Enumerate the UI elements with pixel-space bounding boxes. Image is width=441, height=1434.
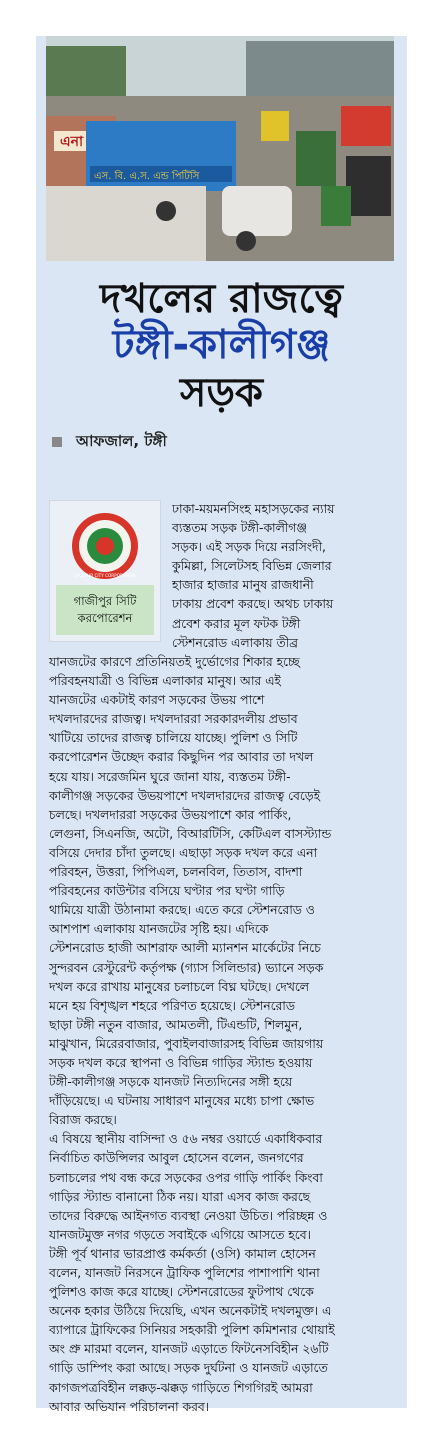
- article-line: হয়ে যায়। সরেজমিন ঘুরে জানা যায়, ব্যস্ততম টঙ্গী-: [49, 769, 291, 784]
- article-line: করপোরেশন উচ্ছেদ করার কিছুদিন পর আবার তা দখল: [49, 750, 314, 765]
- article-line: লেগুনা, সিএনজি, অটো, বিআরটিসি, কেটিএল বাসস্ট্যান্ড: [49, 826, 332, 841]
- shop-sign-ena: এনা: [60, 134, 84, 150]
- article-line: হাজার হাজার মানুষ রাজধানী: [172, 578, 314, 593]
- article-line: দাঁড়িয়েছে। এ ঘটনায় সাধারণ মানুষের মধ্যে চাপা ক্ষোভ: [49, 1094, 315, 1109]
- article-line: সুন্দরবন রেস্টুরেন্ট কর্তৃপক্ষ (গ্যাস সিলিন্ডার) ভ্যানে সড়ক: [49, 960, 324, 975]
- article-line: আবার অভিযান পরিচালনা করব।: [49, 1399, 210, 1414]
- article-line: টঙ্গী পূর্ব থানার ভারপ্রাপ্ত কর্মকর্তা (ওসি) কামাল হোসেন: [49, 1246, 316, 1261]
- article-line: দখলদারদের রাজত্ব। দখলদাররা সরকারদলীয় প্রভাব: [49, 712, 298, 727]
- article-line: মনে হয় বিশৃঙ্খল শহরে পরিণত হয়েছে। স্টেশনরোড: [49, 998, 295, 1013]
- article-line: তাদের বিরুদ্ধে আইনগত ব্যবস্থা নেওয়া উচিত। পরিচ্ছন্ন ও: [49, 1208, 328, 1223]
- emblem-text: GAZIPUR CITY CORPORATION: [74, 573, 136, 578]
- article-line: কাগজপত্রবিহীন লক্কড়-ঝক্কড় গাড়িতে শিগগিরই আমরা: [49, 1380, 313, 1395]
- article-line: চলাচলের পথ বন্ধ করে সড়কের ওপর গাড়ি পার্কিং কিংবা: [49, 1170, 323, 1185]
- headline-line-3: সড়ক: [180, 370, 263, 416]
- headline-line-1: দখলের রাজত্বে: [99, 276, 343, 322]
- article-line: অনেক হকার উঠিয়ে দিয়েছি, এখন অনেকটাই দখলমুক্ত। এ: [49, 1304, 332, 1319]
- article-line: চলছে। দখলদাররা সড়কের উভয়পাশে কার পার্কিং,: [49, 807, 292, 822]
- article-line: পরিবহন, উত্তরা, পিপিএল, চলনবিল, তিতাস, বাদশা: [49, 865, 303, 880]
- article-line: থামিয়ে যাত্রী উঠানামা করছে। এতে করে স্টেশনরোড ও: [49, 903, 315, 918]
- article-line: ব্যাপারে ট্রাফিকের সিনিয়র সহকারী পুলিশ কমিশনার থোয়াই: [49, 1323, 335, 1338]
- logo-caption: গাজীপুর সিটি করপোরেশন: [56, 585, 154, 635]
- article-line: যানজটের একটাই কারণ সড়কের উভয় পাশে: [49, 693, 265, 708]
- article-line: যানজটের কারণে প্রতিনিয়তই দুর্ভোগের শিকার হচ্ছে: [49, 655, 300, 669]
- article-line: টঙ্গী-কালীগঞ্জ সড়কে যানজট নিত্যদিনের সঙ্গী হয়ে: [49, 1075, 293, 1090]
- bullet-square-icon: [52, 437, 62, 447]
- article-line: গাড়ির স্ট্যান্ড বানানো ঠিক নয়। যারা এসব কাজ করছে: [49, 1189, 311, 1204]
- article-line: আশপাশ এলাকায় যানজটের সৃষ্টি হয়। এদিকে: [49, 922, 269, 937]
- article-line: ঢাকা-ময়মনসিংহ মহাসড়কের ন্যায়: [172, 502, 335, 516]
- article-line: পুলিশও কাজ করে যাচ্ছে। স্টেশনরোডের ফুটপাথ থেকে: [49, 1285, 314, 1300]
- article-line: বিরাজ করছে।: [49, 1113, 117, 1128]
- article-line: ঢাকায় প্রবেশ করছে। অথচ ঢাকায়: [172, 597, 334, 612]
- article-line: মাঝুখান, মিরেরবাজার, পুবাইলবাজারসহ বিভিন্ন জায়গায়: [49, 1036, 324, 1051]
- article-body: [49, 653, 394, 1417]
- article-line: যানজটমুক্ত নগর গড়তে সবাইকে এগিয়ে আসতে হবে।: [49, 1227, 311, 1242]
- headline-line-2: টঙ্গী-কালীগঞ্জ: [112, 322, 331, 368]
- article-line: বলেন, যানজট নিরসনে ট্রাফিক পুলিশের পাশাপাশি থানা: [49, 1266, 320, 1280]
- article-line: সড়ক। এই সড়ক দিয়ে নরসিংদী,: [172, 540, 326, 555]
- article-line: খাটিয়ে তাদের রাজত্ব চালিয়ে যাচ্ছে। পুলিশ ও সিটি: [49, 731, 298, 746]
- byline: [52, 430, 167, 455]
- article-line: পরিবহনের কাউন্টার বসিয়ে ঘণ্টার পর ঘণ্টা গাড়ি: [49, 884, 285, 899]
- article-line: স্টেশনরোড এলাকায় তীব্র: [172, 635, 298, 650]
- article-line: কালীগঞ্জ সড়কের উভয়পাশে দখলদারদের রাজত্ব বেড়েই: [49, 788, 320, 803]
- city-corporation-logo: [49, 500, 161, 642]
- article-line: সড়ক দখল করে স্থাপনা ও বিভিন্ন গাড়ির স্ট্যান্ড হওয়ায়: [49, 1055, 313, 1070]
- article-line: নির্বাচিত কাউন্সিলর আবুল হোসেন বলেন, জনগণের: [49, 1151, 304, 1166]
- article-line: বসিয়ে দেদার চাঁদা তুলছে। এছাড়া সড়ক দখল করে এনা: [49, 845, 318, 860]
- street-photo: [46, 36, 394, 261]
- article-line: ছাড়া টঙ্গী নতুন বাজার, আমতলী, টিএন্ডটি, শিলমুন,: [49, 1017, 303, 1032]
- article-line: অং প্রু মারমা বলেন, যানজট এড়াতে ফিটনেসবিহীন ২৬টি: [49, 1342, 329, 1357]
- article-line: কুমিল্লা, সিলেটসহ বিভিন্ন জেলার: [172, 559, 332, 574]
- byline-text: আফজাল, টঙ্গী: [76, 432, 167, 450]
- article-line: ব্যস্ততম সড়ক টঙ্গী-কালীগঞ্জ: [172, 521, 307, 536]
- article-line: স্টেশনরোড হাজী আশরাফ আলী ম্যানশন মার্কেটের নিচে: [49, 941, 321, 956]
- article-line: প্রবেশ করার মূল ফটক টঙ্গী: [172, 616, 301, 631]
- truck-sign: এস. বি. এ.স. এন্ড পিটিসি: [94, 171, 200, 182]
- article-line: দখল করে রাখায় মানুষের চলাচলে বিঘ্ন ঘটছে। দেখলে: [49, 979, 309, 994]
- article-intro-column: [172, 500, 394, 653]
- article-line: এ বিষয়ে স্থানীয় বাসিন্দা ও ৫৬ নম্বর ওয়ার্ডে একাধিকবার: [49, 1132, 323, 1147]
- gear-emblem-icon: [70, 511, 140, 581]
- article-line: গাড়ি ডাম্পিং করা আছে। সড়ক দুর্ঘটনা ও যানজট এড়াতে: [49, 1361, 328, 1376]
- article-line: পরিবহনযাত্রী ও বিভিন্ন এলাকার মানুষ। আর এই: [49, 674, 281, 689]
